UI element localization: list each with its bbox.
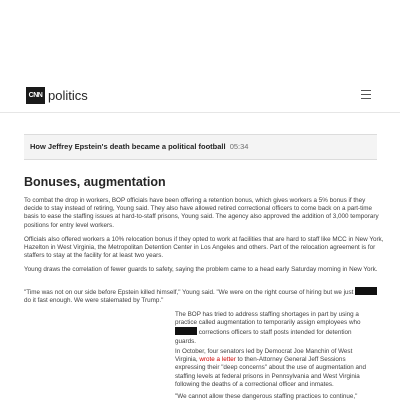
paragraph: "We cannot allow these dangerous staffing practices to continue," — [175, 393, 358, 400]
redaction-block — [175, 327, 197, 335]
hamburger-menu-icon[interactable] — [361, 90, 371, 99]
video-title[interactable]: How Jeffrey Epstein's death became a political football 05:34 — [30, 142, 249, 151]
paragraph: In October, four senators led by Democrat Joe Manchin of West Virginia, wrote a letter to then-Attorney General Jeff Sessions expressing their "deep concerns" about the use of augmentation and staffing levels at federal prisons in Pennsylvania and West Virginia following the deaths of a correctional officer and inmates. — [175, 348, 367, 388]
paragraph: Officials also offered workers a 10% relocation bonus if they opted to work at facilities that are hard to staff like MCC in New York, Hazelton in West Virginia, the Metropolitan Detention Center in Los Angeles and others. Part of the relocation agreement is for staffers to stay at the facility for at least two years. — [24, 236, 384, 260]
cnn-logo[interactable]: CNN — [26, 87, 45, 104]
inline-link[interactable]: wrote a letter — [199, 356, 236, 364]
article-subheadline: Bonuses, augmentation — [24, 175, 166, 189]
site-header — [0, 79, 400, 113]
paragraph: Young draws the correlation of fewer guards to safety, saying the problem came to a head early Saturday morning in New York. — [24, 266, 378, 273]
section-name[interactable]: politics — [48, 88, 88, 103]
video-duration: 05:34 — [229, 142, 249, 151]
paragraph: "Time was not on our side before Epstein killed himself," Young said. "We were on the right course of hiring but we just do it fast enough. We were stalemated by Trump." — [24, 287, 384, 305]
redaction-block — [355, 287, 377, 295]
video-card[interactable] — [24, 134, 377, 160]
paragraph: The BOP has tried to address staffing shortages in part by using a practice called augmentation to temporarily assign employees who corrections officers to staff posts intended for detention guards. — [175, 311, 361, 345]
paragraph: To combat the drop in workers, BOP officials have been offering a retention bonus, which gives workers a 5% bonus if they decide to stay instead of retiring, Young said. They also have allowed retired correctional officers to come back on a part-time basis to ease the staffing issues at hard-to-staff prisons, Young said. The agency also approved the addition of 3,000 temporary positions for entry level workers. — [24, 197, 379, 229]
